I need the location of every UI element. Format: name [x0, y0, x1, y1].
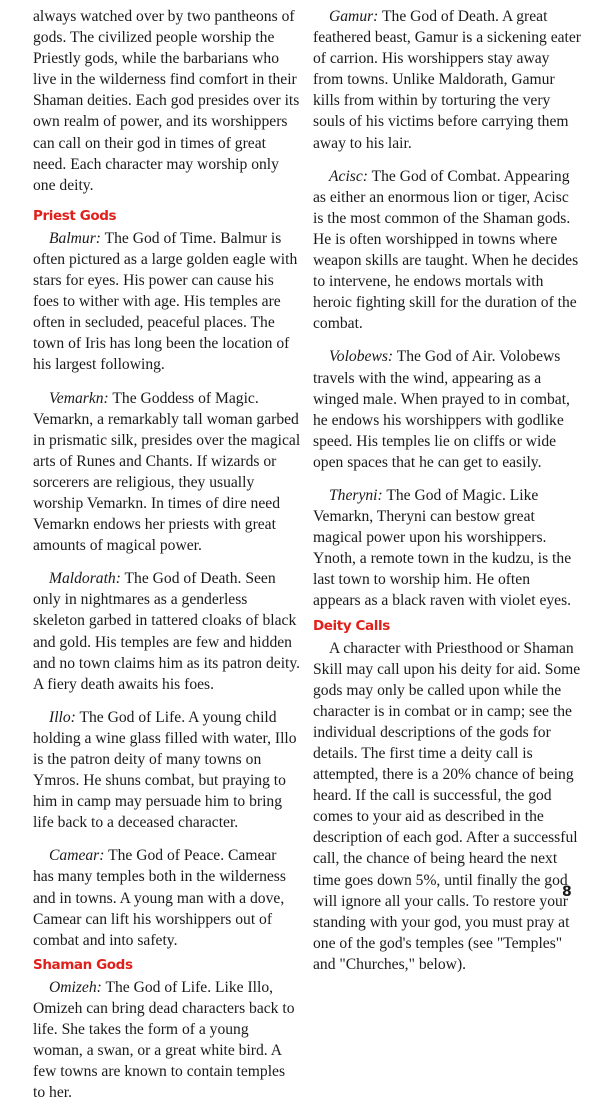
god-description: The God of Air. Volobews travels with the wind, appearing as a winged male. When prayed to in combat, he endows his worshippers with godlike speed. His temples lie on cliffs or wide open spaces that he can get to easily.	[313, 348, 570, 471]
maldorath-entry	[33, 568, 301, 695]
god-description: The God of Time. Balmur is often pictured as a large golden eagle with stars for eyes. His power can cause his foes to wither with age. His temples are often in secluded, peaceful places. The town of Iris has long been the location of his largest following.	[33, 229, 298, 374]
priest-gods-heading: Priest Gods	[33, 207, 117, 224]
god-name: Gamur:	[329, 8, 379, 25]
gamur-entry	[313, 6, 581, 154]
intro-paragraph: always watched over by two pantheons of gods. The civilized people worship the Priestly gods, while the barbarians who live in the wilderness find comfort in their Shaman deities. Each god presides over its own realm of power, and its worshippers can call on their god in times of great need. Each character may worship only one deity.	[33, 8, 300, 194]
illo-entry	[33, 707, 301, 834]
god-name: Volobews:	[329, 348, 394, 366]
vemarkn-entry	[33, 388, 301, 557]
left-column	[33, 6, 301, 1115]
page-number: 8	[562, 884, 572, 900]
shaman-gods-heading: Shaman Gods	[33, 956, 133, 973]
god-description: The God of Death. A great feathered beast, Gamur is a sickening eater of carrion. His worshippers stay away from towns. Unlike Maldorath, Gamur kills from within by torturing the very souls of his victims before carrying them away to his lair.	[313, 8, 582, 152]
god-name: Acisc:	[329, 167, 368, 185]
god-description: The God of Death. Seen only in nightmares as a genderless skeleton garbed in tattered cloaks of black and gold. His temples are few and hidden and no town claims him as its patron deity. A fiery death awaits his foes.	[33, 570, 301, 693]
god-description: The God of Combat. Appearing as either an enormous lion or tiger, Acisc is the most common of the Shaman gods. He is often worshipped in towns where weapon skills are taught. When he decides to intervene, he endows mortals with heroic fighting skill for the duration of the combat.	[313, 167, 579, 333]
god-name: Theryni:	[329, 486, 383, 504]
camear-entry	[33, 845, 301, 950]
god-name: Omizeh:	[49, 978, 102, 996]
deity-calls-paragraph: A character with Priesthood or Shaman Skill may call upon his deity for aid. Some gods may only be called upon while the character is in combat or in camp; see the individual descriptions of the gods for details. The first time a deity call is attempted, there is a 20% chance of being heard. If the call is successful, the god comes to your aid as described in the description of each god. After a successful call, the chance of being heard the next time goes down 5%, until finally the god will ignore all your calls. To restore your standing with your god, you must pray at one of the god's temples (see "Temples" and "Churches," below).	[313, 639, 581, 973]
theryni-entry	[313, 485, 581, 612]
god-description: The God of Life. Like Illo, Omizeh can bring dead characters back to life. She takes the form of a young woman, a swan, or a great white bird. A few towns are known to contain temples to her.	[33, 978, 295, 1102]
god-description: The God of Magic. Like Vemarkn, Theryni can bestow great magical power upon his worshippers. Ynoth, a remote town in the kudzu, is the last town to worship him. He often appears as a black raven with violet eyes.	[313, 486, 572, 610]
right-column	[313, 6, 581, 987]
volobews-entry	[313, 346, 581, 473]
god-description: The God of Life. A young child holding a wine glass filled with water, Illo is the patron deity of many towns on Ymros. He shuns combat, but praying to him in camp may persuade him to bring life back to a deceased character.	[33, 708, 297, 832]
balmur-entry	[33, 228, 301, 376]
omizeh-entry	[33, 977, 301, 1104]
acisc-entry	[313, 166, 581, 335]
deity-calls-heading: Deity Calls	[313, 617, 390, 634]
god-name: Camear:	[49, 847, 105, 865]
god-name: Vemarkn:	[49, 389, 109, 407]
god-description: The Goddess of Magic. Vemarkn, a remarkably tall woman garbed in prismatic silk, presides over the magical arts of Runes and Chants. If wizards or sorcerers are religious, they usually worship Vemarkn. In times of dire need Vemarkn endows her priests with great amounts of magical power.	[33, 389, 301, 555]
god-name: Balmur:	[49, 229, 101, 247]
god-description: The God of Peace. Camear has many temples both in the wilderness and in towns. A young man with a dove, Camear can lift his worshippers out of combat and into safety.	[33, 847, 286, 949]
god-name: Maldorath:	[49, 570, 121, 588]
god-name: Illo:	[49, 708, 76, 726]
